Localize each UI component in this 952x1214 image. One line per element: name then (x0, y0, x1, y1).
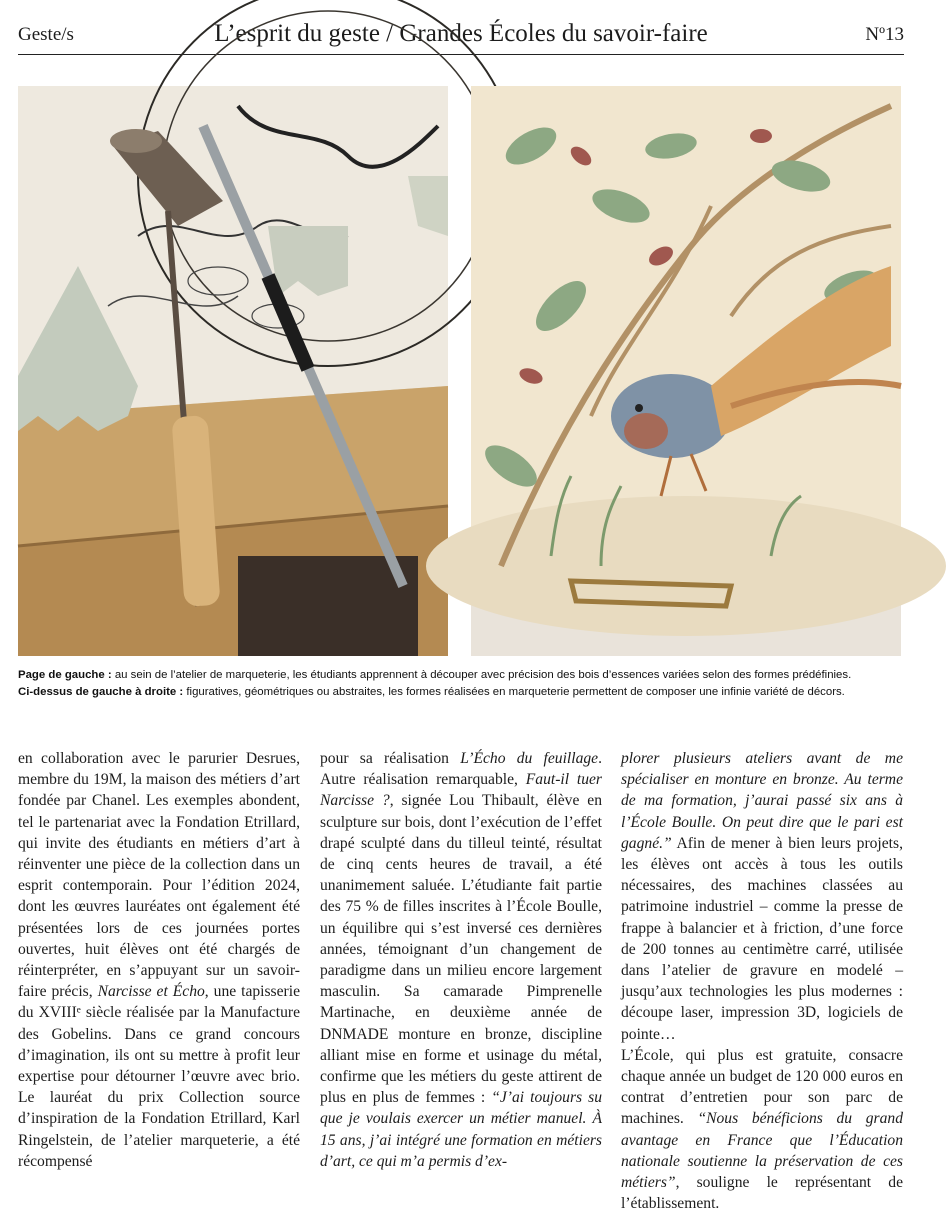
article-paragraph (621, 1045, 903, 1214)
artwork-title: Narcisse et Écho (97, 983, 205, 1001)
article-text: . Autre réalisation remarquable, (320, 750, 603, 789)
quote-text: “J’ai toujours su que je voulais exercer un métier manuel. À 15 ans, j’ai intégré une formation en métiers d’art, ce qui m’a permis d’ex- (320, 1089, 602, 1170)
marquetry-workshop-illustration (18, 86, 448, 656)
article-column-2 (320, 748, 602, 1176)
article-text: , signée Lou Thibault, élève en sculpture sur bois, dont l’exécution de l’effet drapé sculpté dans du tilleul teinté, résultat de cinq cents heures de travail, a été unanimement saluée. L’étudiante fait partie des 75 % de filles inscrites à l’École Boulle, un équilibre qui s’est inversé ces dernières années, témoignant d’un changement de paradigme dans un milieu encore largement masculin. Sa camarade Pimprenelle Martinache, en deuxième année de DNMADE monture en bronze, discipline alliant mise en forme et usinage du métal, confirme que les métiers du geste attirent de plus en plus de femmes : (320, 792, 602, 1107)
page-header (18, 20, 904, 55)
article-text: L’École, qui plus est gratuite, consacre chaque année un budget de 120 000 euros en contrat d’entretien pour son parc de machines. (621, 1046, 903, 1128)
caption-left-text: au sein de l’atelier de marqueterie, les étudiants apprennent à découper avec précision des bois d’essences variées selon des formes prédéfinies. (111, 669, 852, 681)
photo-captions (18, 667, 918, 701)
page-number: Nº13 (865, 24, 904, 45)
artwork-title: L’Écho du feuillage (460, 750, 599, 767)
article-column-3 (621, 748, 903, 1213)
caption-left (18, 667, 918, 684)
magazine-brand: Geste/s (18, 24, 74, 45)
caption-left-label: Page de gauche : (18, 669, 112, 681)
marquetry-plate-illustration (471, 86, 901, 656)
article-paragraph (18, 748, 300, 1172)
article-text: en collaboration avec le parurier Desrues, membre du 19M, la maison des métiers d’art fondée par Chanel. Les exemples abondent, tel le partenariat avec la Fondation Etrillard, qui invite des étudiants en métiers d’art à réinventer une pièce de la collection dans un esprit contemporain. Pour l’édition 2024, dont les œuvres lauréates ont également été présentées lors de ces journées portes ouvertes, huit élèves ont été chargés de réinterpréter, en s’appuyant sur un savoir-faire précis, (18, 750, 300, 1001)
article-text: Afin de mener à bien leurs projets, les élèves ont accès à tous les outils nécessaires, des machines classées au patrimoine industriel – comme la presse de frappe à balancier et à friction, d’une force de 200 tonnes au centimètre carré, utilisée dans l’atelier de gravure en modelé – jusqu’aux technologies les plus modernes : découpe laser, impression 3D, logiciels de pointe… (621, 834, 903, 1043)
article-text: , souligne le représentant de l’établissement. (621, 1174, 903, 1213)
caption-right-text: figuratives, géométriques ou abstraites, les formes réalisées en marqueterie permettent de composer une infinie variété de décors. (183, 686, 845, 698)
photo-marquetry-plate (471, 86, 901, 656)
article-paragraph (320, 748, 602, 1172)
article-paragraph (621, 748, 903, 1045)
caption-right (18, 684, 918, 701)
article-text: pour sa réalisation (320, 750, 461, 767)
quote-text: “Nous bénéficions du grand avantage en France que l’Éducation nationale soutienne la préservation de ces métiers” (621, 1110, 903, 1192)
quote-text: plorer plusieurs ateliers avant de me spécialiser en monture en bronze. Au terme de ma formation, j’aurai passé six ans à l’École Boulle. On peut dire que le pari est gagné.” (621, 750, 903, 852)
article-text: , une tapisserie du XVIIIᵉ siècle réalisée par la Manufacture des Gobelins. Dans ce grand concours d’imagination, ils ont su mettre à profit leur expertise pour détourner l’œuvre avec brio. Le lauréat du prix Collection source d’inspiration de la Fondation Etrillard, Karl Ringelstein, de l’atelier marqueterie, a été récompensé (18, 983, 300, 1170)
caption-right-label: Ci-dessus de gauche à droite : (18, 686, 184, 698)
photo-marquetry-workshop (18, 86, 448, 656)
artwork-title: Faut-il tuer Narcisse ? (320, 771, 602, 810)
article-column-1 (18, 748, 300, 1176)
section-title: L’esprit du geste / Grandes Écoles du savoir-faire (214, 20, 708, 47)
